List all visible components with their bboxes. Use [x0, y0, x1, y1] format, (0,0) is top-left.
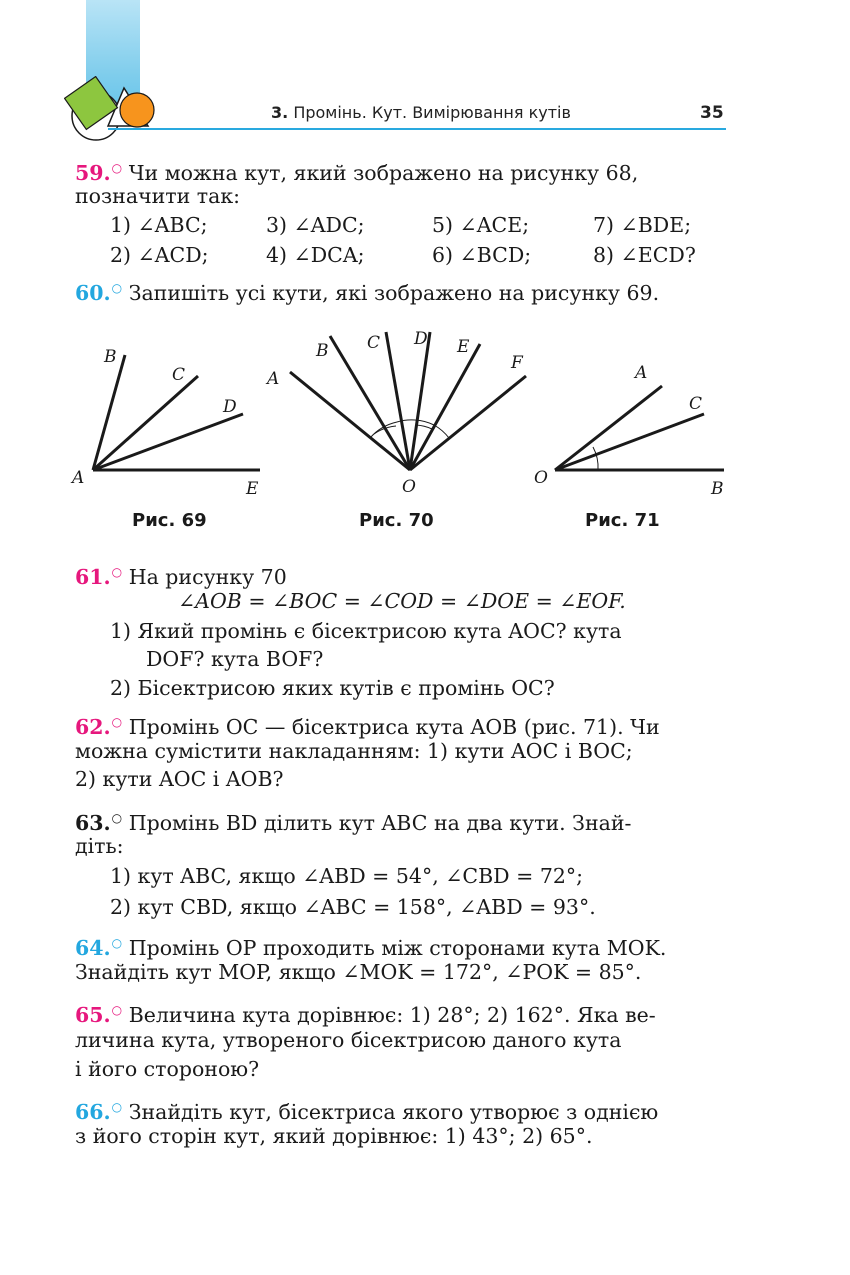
label-E: E — [457, 337, 470, 357]
label-D: D — [414, 330, 428, 349]
problem-64: 64.○ Промінь OP проходить між сторонами кута MOK. — [75, 935, 667, 960]
caption-fig-71: Рис. 71 — [585, 510, 660, 531]
option: 2) ∠ACD; — [110, 243, 209, 267]
problem-59-line2: позначити так: — [75, 184, 241, 208]
label-E: E — [246, 479, 259, 499]
option: 5) ∠ACE; — [432, 213, 530, 237]
problem-66-line2: з його сторін кут, який дорівнює: 1) 43°; 2) 65°. — [75, 1124, 593, 1148]
problem-64-line2: Знайдіть кут MOP, якщо ∠MOK = 172°, ∠POK = 85°. — [75, 960, 642, 984]
label-A: A — [635, 363, 648, 383]
option: 6) ∠BCD; — [432, 243, 532, 267]
option: 1) ∠ABC; — [110, 213, 208, 237]
question-1: 1) кут ABC, якщо ∠ABD = 54°, ∠CBD = 72°; — [110, 864, 584, 888]
problem-62-line2: можна сумістити накладанням: 1) кути AOC і BOC; — [75, 739, 633, 763]
page-number: 35 — [700, 103, 724, 123]
problem-66: 66.○ Знайдіть кут, бісектриса якого утворює з однією — [75, 1099, 659, 1124]
label-B: B — [104, 347, 117, 367]
label-C: C — [367, 333, 381, 353]
header-shapes-icon — [64, 76, 164, 146]
label-A: A — [267, 369, 280, 389]
question-2: 2) Бісектрисою яких кутів є промінь OC? — [110, 676, 555, 700]
label-D: D — [223, 397, 237, 417]
problem-65: 65.○ Величина кута дорівнює: 1) 28°; 2) 162°. Яка ве- — [75, 1002, 656, 1027]
question-1: 1) Який промінь є бісектрисою кута AOC? кута — [110, 619, 622, 643]
label-O: O — [402, 477, 416, 497]
section-title: 3. Промінь. Кут. Вимірювання кутів — [271, 103, 571, 122]
problem-65-line3: і його стороною? — [75, 1057, 260, 1081]
label-B: B — [316, 341, 329, 361]
label-A: A — [72, 468, 85, 488]
label-C: C — [689, 394, 703, 414]
option: 4) ∠DCA; — [266, 243, 365, 267]
label-C: C — [172, 365, 186, 385]
label-F: F — [511, 353, 523, 373]
problem-62-line3: 2) кути AOC і AOB? — [75, 767, 284, 791]
problem-63-line2: діть: — [75, 834, 124, 858]
problem-61: 61.○ На рисунку 70 — [75, 564, 287, 589]
problem-63: 63.○ Промінь BD ділить кут ABC на два кути. Знай- — [75, 810, 632, 835]
caption-fig-69: Рис. 69 — [132, 510, 207, 531]
header-rule — [108, 128, 726, 130]
angle-formula: ∠AOB = ∠BOC = ∠COD = ∠DOE = ∠EOF. — [178, 589, 626, 613]
problem-60: 60.○ Запишіть усі кути, які зображено на рисунку 69. — [75, 280, 660, 305]
problem-62: 62.○ Промінь OC — бісектриса кута AOB (рис. 71). Чи — [75, 714, 660, 739]
option: 7) ∠BDE; — [593, 213, 692, 237]
label-O: O — [534, 468, 548, 488]
option: 3) ∠ADC; — [266, 213, 365, 237]
figures-row — [60, 330, 760, 510]
problem-59: 59.○ Чи можна кут, який зображено на рисунку 68, — [75, 160, 639, 185]
option: 8) ∠ECD? — [593, 243, 696, 267]
label-B: B — [711, 479, 724, 499]
problem-65-line2: личина кута, утвореного бісектрисою даного кута — [75, 1028, 622, 1052]
question-1-cont: DOF? кута BOF? — [146, 647, 324, 671]
question-2: 2) кут CBD, якщо ∠ABC = 158°, ∠ABD = 93°. — [110, 895, 596, 919]
caption-fig-70: Рис. 70 — [359, 510, 434, 531]
